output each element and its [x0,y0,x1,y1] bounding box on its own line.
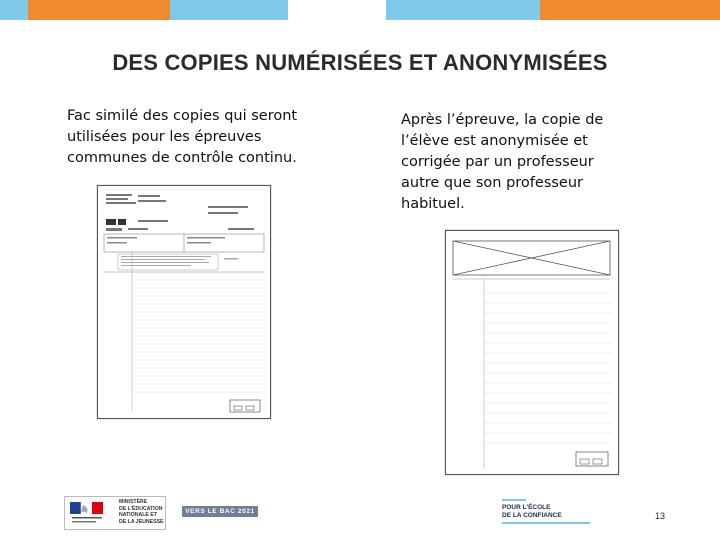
ministry-logo [64,496,166,530]
ministry-line: DE L'ÉDUCATION [119,505,163,512]
left-text: Fac similé des copies qui seront utilisées pour les épreuves communes de contrôle continu. [67,108,298,166]
top-bar-blue-2 [170,0,288,20]
ecole-line-1: POUR L'ÉCOLE [502,504,551,511]
ecole-accent-bar [502,499,526,501]
ministry-line: NATIONALE ET [119,512,157,519]
bac-2021-label: VERS LE BAC 2021 [185,508,255,515]
right-text: Après l’épreuve, la copie de l’élève est anonymisée et corrigée par un professeur autre que son professeur habituel. [401,112,604,212]
ministry-line: MINISTÈRE [119,499,148,505]
anonymized-copy [445,230,619,475]
ecole-confiance-logo [502,499,592,527]
top-bar-orange-2 [540,0,720,20]
top-bar-blue-3 [386,0,540,20]
exam-copy-drawing [98,186,270,418]
ecole-accent-bar-2 [502,522,590,524]
ministry-line: DE LA JEUNESSE [119,518,164,525]
top-bar-blue-1 [0,0,28,20]
anonymized-copy-drawing [446,231,618,474]
marianne-logo-icon [67,497,107,529]
bac-2021-badge [182,506,258,517]
page-number: 13 [655,511,666,521]
ecole-line-2: DE LA CONFIANCE [502,512,562,519]
exam-copy-facsimile [97,185,271,419]
slide-title: DES COPIES NUMÉRISÉES ET ANONYMISÉES [112,50,608,75]
top-bar-orange-1 [28,0,170,20]
